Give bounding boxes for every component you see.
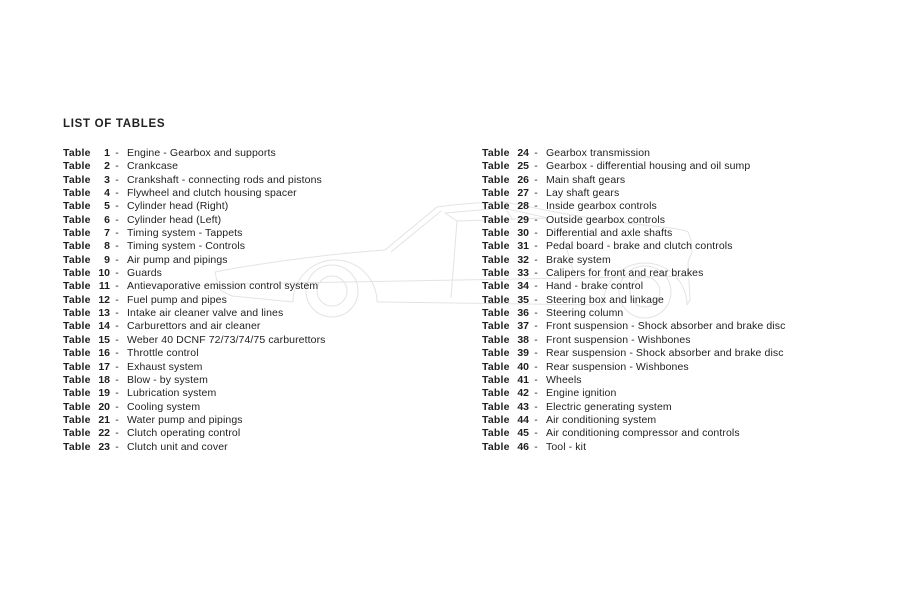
table-entry-description: Lay shaft gears bbox=[546, 187, 620, 200]
table-entry-label: Table bbox=[63, 227, 91, 240]
table-entry-number: 17 bbox=[98, 360, 110, 373]
table-entry-label: Table bbox=[482, 200, 510, 213]
table-entry-label: Table bbox=[63, 387, 91, 400]
table-entry-number: 15 bbox=[98, 333, 110, 346]
table-entry-separator: - bbox=[115, 160, 119, 173]
table-entry-separator: - bbox=[115, 293, 119, 306]
table-entry-label: Table bbox=[482, 267, 510, 280]
table-entry-description: Carburettors and air cleaner bbox=[127, 320, 261, 333]
list-item bbox=[63, 147, 326, 160]
table-entry-number: 14 bbox=[98, 320, 110, 333]
table-entry-number: 46 bbox=[517, 440, 529, 453]
table-entry-label: Table bbox=[482, 333, 510, 346]
table-entry-separator: - bbox=[534, 427, 538, 440]
table-entry-description: Timing system - Tappets bbox=[127, 227, 243, 240]
table-entry-number: 40 bbox=[517, 360, 529, 373]
table-entry-separator: - bbox=[115, 240, 119, 253]
table-entry-label: Table bbox=[63, 213, 91, 226]
list-item bbox=[63, 334, 326, 347]
list-item bbox=[63, 347, 326, 360]
table-entry-description: Tool - kit bbox=[546, 440, 587, 453]
table-entry-separator: - bbox=[534, 160, 538, 173]
list-item bbox=[63, 200, 326, 213]
table-entry-separator: - bbox=[115, 253, 119, 266]
table-entry-description: Guards bbox=[127, 267, 163, 280]
table-entry-number: 34 bbox=[517, 280, 529, 293]
list-item bbox=[63, 320, 326, 333]
table-entry-label: Table bbox=[63, 160, 91, 173]
list-item bbox=[482, 160, 785, 173]
table-entry-number: 35 bbox=[517, 293, 529, 306]
table-entry-label: Table bbox=[63, 307, 91, 320]
table-entry-separator: - bbox=[115, 320, 119, 333]
list-item bbox=[482, 294, 785, 307]
table-entry-separator: - bbox=[534, 293, 538, 306]
table-entry-separator: - bbox=[115, 213, 119, 226]
table-entry-number: 43 bbox=[517, 400, 529, 413]
table-entry-description: Air conditioning compressor and controls bbox=[546, 427, 740, 440]
list-item bbox=[63, 240, 326, 253]
list-item bbox=[63, 214, 326, 227]
table-entry-label: Table bbox=[482, 440, 510, 453]
table-entry-number: 29 bbox=[517, 213, 529, 226]
list-item bbox=[482, 387, 785, 400]
list-item bbox=[482, 414, 785, 427]
table-entry-description: Wheels bbox=[546, 373, 582, 386]
table-entry-label: Table bbox=[482, 413, 510, 426]
table-entry-number: 30 bbox=[517, 227, 529, 240]
list-item bbox=[482, 280, 785, 293]
table-entry-number: 21 bbox=[98, 413, 110, 426]
table-entry-number: 7 bbox=[104, 227, 110, 240]
table-entry-number: 23 bbox=[98, 440, 110, 453]
table-entry-number: 2 bbox=[104, 160, 110, 173]
table-entry-label: Table bbox=[482, 160, 510, 173]
table-entry-label: Table bbox=[63, 200, 91, 213]
list-item bbox=[63, 254, 326, 267]
list-item bbox=[482, 361, 785, 374]
list-item bbox=[482, 214, 785, 227]
table-entry-description: Antievaporative emission control system bbox=[127, 280, 319, 293]
list-item bbox=[482, 334, 785, 347]
table-entry-label: Table bbox=[482, 427, 510, 440]
table-entry-separator: - bbox=[534, 147, 538, 159]
list-item bbox=[63, 227, 326, 240]
list-item bbox=[482, 441, 785, 454]
table-entry-number: 10 bbox=[98, 267, 110, 280]
table-entry-description: Hand - brake control bbox=[546, 280, 644, 293]
table-entry-separator: - bbox=[115, 360, 119, 373]
table-entry-separator: - bbox=[534, 173, 538, 186]
table-entry-label: Table bbox=[482, 373, 510, 386]
table-entry-label: Table bbox=[63, 427, 91, 440]
table-entry-description: Cylinder head (Right) bbox=[127, 200, 229, 213]
table-entry-separator: - bbox=[115, 440, 119, 453]
table-entry-separator: - bbox=[115, 267, 119, 280]
table-entry-label: Table bbox=[482, 173, 510, 186]
table-entry-description: Engine ignition bbox=[546, 387, 617, 400]
table-entry-label: Table bbox=[63, 147, 91, 159]
table-entry-separator: - bbox=[534, 400, 538, 413]
table-entry-number: 38 bbox=[517, 333, 529, 346]
table-entry-separator: - bbox=[534, 333, 538, 346]
table-entry-separator: - bbox=[534, 440, 538, 453]
table-entry-number: 24 bbox=[517, 147, 529, 159]
table-entry-label: Table bbox=[63, 400, 91, 413]
table-entry-separator: - bbox=[534, 227, 538, 240]
table-list-left-column bbox=[63, 147, 326, 454]
table-entry-description: Inside gearbox controls bbox=[546, 200, 657, 213]
table-entry-label: Table bbox=[63, 440, 91, 453]
table-entry-separator: - bbox=[115, 347, 119, 360]
table-entry-description: Rear suspension - Shock absorber and brake disc bbox=[546, 347, 784, 360]
table-entry-number: 31 bbox=[517, 240, 529, 253]
table-entry-label: Table bbox=[63, 253, 91, 266]
table-entry-separator: - bbox=[534, 320, 538, 333]
table-entry-description: Lubrication system bbox=[127, 387, 217, 400]
list-item bbox=[482, 347, 785, 360]
table-entry-label: Table bbox=[63, 187, 91, 200]
table-entry-separator: - bbox=[534, 253, 538, 266]
table-entry-label: Table bbox=[482, 347, 510, 360]
table-entry-label: Table bbox=[482, 307, 510, 320]
table-entry-description: Cylinder head (Left) bbox=[127, 213, 222, 226]
table-entry-number: 32 bbox=[517, 253, 529, 266]
list-item bbox=[482, 187, 785, 200]
table-entry-separator: - bbox=[534, 240, 538, 253]
table-entry-number: 3 bbox=[104, 173, 110, 186]
table-entry-number: 16 bbox=[98, 347, 110, 360]
table-entry-separator: - bbox=[115, 307, 119, 320]
table-entry-label: Table bbox=[482, 187, 510, 200]
table-entry-separator: - bbox=[115, 413, 119, 426]
table-entry-label: Table bbox=[482, 253, 510, 266]
table-entry-description: Blow - by system bbox=[127, 373, 208, 386]
table-entry-separator: - bbox=[534, 413, 538, 426]
table-entry-number: 42 bbox=[517, 387, 529, 400]
table-entry-description: Cooling system bbox=[127, 400, 201, 413]
table-entry-description: Intake air cleaner valve and lines bbox=[127, 307, 284, 320]
table-entry-number: 22 bbox=[98, 427, 110, 440]
list-item bbox=[482, 401, 785, 414]
list-item bbox=[482, 174, 785, 187]
table-entry-description: Clutch operating control bbox=[127, 427, 241, 440]
list-item bbox=[63, 361, 326, 374]
table-entry-description: Electric generating system bbox=[546, 400, 672, 413]
table-entry-number: 6 bbox=[104, 213, 110, 226]
table-entry-label: Table bbox=[482, 400, 510, 413]
table-entry-separator: - bbox=[534, 307, 538, 320]
table-entry-number: 1 bbox=[104, 147, 110, 159]
table-entry-label: Table bbox=[482, 320, 510, 333]
table-entry-number: 26 bbox=[517, 173, 529, 186]
list-item bbox=[482, 200, 785, 213]
table-entry-description: Air conditioning system bbox=[546, 413, 657, 426]
table-entry-label: Table bbox=[482, 280, 510, 293]
table-entry-separator: - bbox=[115, 173, 119, 186]
table-entry-description: Crankshaft - connecting rods and pistons bbox=[127, 173, 322, 186]
table-entry-description: Main shaft gears bbox=[546, 173, 626, 186]
list-item bbox=[482, 254, 785, 267]
table-entry-separator: - bbox=[115, 387, 119, 400]
table-entry-separator: - bbox=[534, 213, 538, 226]
list-item bbox=[482, 320, 785, 333]
table-entry-label: Table bbox=[63, 320, 91, 333]
table-entry-description: Brake system bbox=[546, 253, 611, 266]
table-entry-number: 9 bbox=[104, 253, 110, 266]
table-entry-description: Front suspension - Shock absorber and brake disc bbox=[546, 320, 786, 333]
list-item bbox=[63, 160, 326, 173]
table-entry-label: Table bbox=[63, 347, 91, 360]
table-entry-separator: - bbox=[115, 427, 119, 440]
table-entry-number: 36 bbox=[517, 307, 529, 320]
table-entry-description: Crankcase bbox=[127, 160, 179, 173]
table-entry-label: Table bbox=[63, 333, 91, 346]
table-entry-number: 13 bbox=[98, 307, 110, 320]
list-item bbox=[482, 307, 785, 320]
table-entry-separator: - bbox=[534, 387, 538, 400]
table-entry-separator: - bbox=[534, 187, 538, 200]
table-entry-number: 45 bbox=[517, 427, 529, 440]
list-item bbox=[63, 307, 326, 320]
table-entry-description: Engine - Gearbox and supports bbox=[127, 147, 276, 159]
list-item bbox=[63, 427, 326, 440]
table-list-right-column bbox=[482, 147, 785, 454]
table-entry-number: 4 bbox=[104, 187, 110, 200]
table-entry-description: Throttle control bbox=[127, 347, 199, 360]
table-entry-separator: - bbox=[115, 227, 119, 240]
list-item bbox=[482, 374, 785, 387]
list-item bbox=[482, 267, 785, 280]
table-entry-separator: - bbox=[115, 373, 119, 386]
table-entry-description: Gearbox transmission bbox=[546, 147, 651, 159]
table-entry-separator: - bbox=[534, 373, 538, 386]
list-item bbox=[482, 227, 785, 240]
table-entry-description: Flywheel and clutch housing spacer bbox=[127, 187, 297, 200]
table-entry-number: 25 bbox=[517, 160, 529, 173]
table-entry-number: 33 bbox=[517, 267, 529, 280]
table-entry-description: Calipers for front and rear brakes bbox=[546, 267, 704, 280]
table-entry-description: Steering column bbox=[546, 307, 624, 320]
table-entry-separator: - bbox=[534, 200, 538, 213]
table-entry-label: Table bbox=[482, 240, 510, 253]
table-entry-number: 39 bbox=[517, 347, 529, 360]
table-entry-label: Table bbox=[63, 413, 91, 426]
list-item bbox=[63, 280, 326, 293]
table-entry-description: Rear suspension - Wishbones bbox=[546, 360, 689, 373]
table-entry-label: Table bbox=[482, 293, 510, 306]
table-entry-separator: - bbox=[115, 333, 119, 346]
list-item bbox=[63, 414, 326, 427]
table-entry-description: Gearbox - differential housing and oil sump bbox=[546, 160, 751, 173]
table-entry-description: Steering box and linkage bbox=[546, 293, 664, 306]
table-entry-label: Table bbox=[63, 267, 91, 280]
table-entry-number: 8 bbox=[104, 240, 110, 253]
table-entry-number: 12 bbox=[98, 293, 110, 306]
list-item bbox=[63, 174, 326, 187]
table-entry-number: 18 bbox=[98, 373, 110, 386]
list-item bbox=[482, 147, 785, 160]
table-entry-number: 44 bbox=[517, 413, 529, 426]
table-entry-number: 41 bbox=[517, 373, 529, 386]
table-entry-label: Table bbox=[63, 373, 91, 386]
table-entry-separator: - bbox=[534, 360, 538, 373]
table-entry-description: Timing system - Controls bbox=[127, 240, 246, 253]
table-entry-number: 27 bbox=[517, 187, 529, 200]
table-entry-separator: - bbox=[115, 280, 119, 293]
table-entry-label: Table bbox=[482, 213, 510, 226]
table-entry-number: 37 bbox=[517, 320, 529, 333]
table-entry-label: Table bbox=[63, 240, 91, 253]
table-entry-number: 5 bbox=[104, 200, 110, 213]
list-item bbox=[63, 267, 326, 280]
table-entry-separator: - bbox=[115, 187, 119, 200]
table-entry-description: Outside gearbox controls bbox=[546, 213, 666, 226]
table-entry-separator: - bbox=[534, 267, 538, 280]
list-item bbox=[63, 374, 326, 387]
table-entry-label: Table bbox=[63, 173, 91, 186]
list-item bbox=[482, 240, 785, 253]
table-entry-description: Weber 40 DCNF 72/73/74/75 carburettors bbox=[127, 333, 326, 346]
table-entry-description: Clutch unit and cover bbox=[127, 440, 228, 453]
page-title: LIST OF TABLES bbox=[63, 118, 166, 130]
table-entry-label: Table bbox=[63, 280, 91, 293]
table-entry-label: Table bbox=[482, 360, 510, 373]
table-entry-description: Fuel pump and pipes bbox=[127, 293, 227, 306]
table-entry-number: 19 bbox=[98, 387, 110, 400]
table-entry-number: 11 bbox=[98, 280, 110, 293]
table-entry-number: 28 bbox=[517, 200, 529, 213]
table-entry-label: Table bbox=[482, 387, 510, 400]
table-entry-description: Water pump and pipings bbox=[127, 413, 243, 426]
table-entry-label: Table bbox=[482, 147, 510, 159]
table-entry-description: Air pump and pipings bbox=[127, 253, 228, 266]
table-entry-description: Pedal board - brake and clutch controls bbox=[546, 240, 733, 253]
list-item bbox=[63, 294, 326, 307]
table-entry-separator: - bbox=[534, 280, 538, 293]
list-item bbox=[63, 401, 326, 414]
table-entry-label: Table bbox=[63, 293, 91, 306]
list-item bbox=[63, 441, 326, 454]
table-entry-separator: - bbox=[115, 200, 119, 213]
table-entry-label: Table bbox=[482, 227, 510, 240]
table-entry-separator: - bbox=[115, 400, 119, 413]
list-item bbox=[482, 427, 785, 440]
table-entry-description: Differential and axle shafts bbox=[546, 227, 673, 240]
list-item bbox=[63, 187, 326, 200]
list-item bbox=[63, 387, 326, 400]
table-entry-separator: - bbox=[115, 147, 119, 159]
table-entry-description: Exhaust system bbox=[127, 360, 203, 373]
table-entry-number: 20 bbox=[98, 400, 110, 413]
table-entry-description: Front suspension - Wishbones bbox=[546, 333, 691, 346]
table-entry-separator: - bbox=[534, 347, 538, 360]
table-entry-label: Table bbox=[63, 360, 91, 373]
